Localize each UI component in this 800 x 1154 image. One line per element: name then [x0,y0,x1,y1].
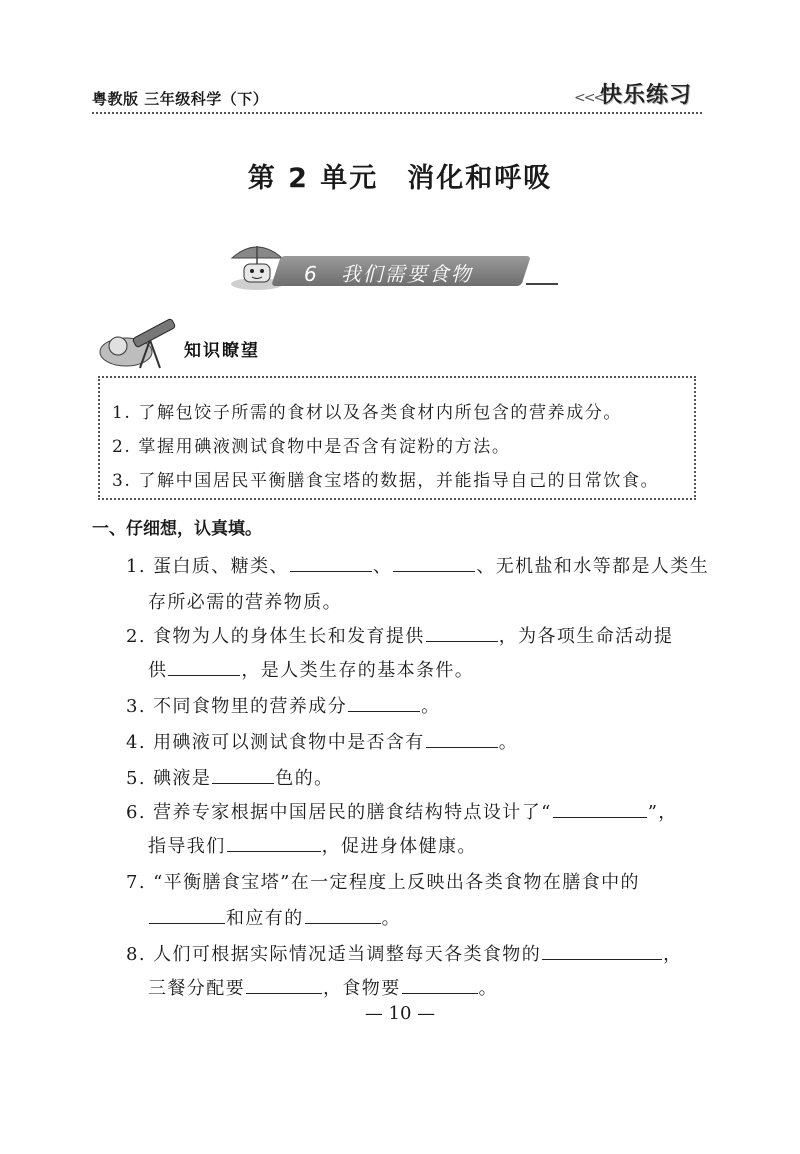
answer-blank[interactable] [305,905,381,924]
knowledge-header [96,306,296,370]
question-2-cont: 供 ，是人类生存的基本条件。 [148,656,474,682]
answer-blank[interactable] [290,553,372,572]
question-5: 5. 碘液是 色的。 [126,764,334,790]
lesson-name: 我们需要食物 [340,262,473,286]
lesson-banner [226,236,566,292]
answer-blank[interactable] [149,905,225,924]
page-header [92,72,702,116]
answer-blank[interactable] [402,975,478,994]
unit-title: 第 2 单元 消化和呼吸 [247,163,553,194]
question-6-cont: 指导我们 ，促进身体健康。 [148,832,477,858]
question-2: 2. 食物为人的身体生长和发育提供 ，为各项生命活动提 [126,622,673,648]
header-divider [92,112,702,114]
series-title: 快乐练习 [600,83,693,108]
knowledge-label: 知识瞭望 [184,341,260,361]
page-number: — 10 — [364,1003,436,1024]
question-1-cont: 存所必需的营养物质。 [148,592,342,613]
question-8-cont: 三餐分配要 ，食物要 。 [148,974,498,1000]
book-title: 粤教版 三年级科学（下） [92,90,269,108]
answer-blank[interactable] [426,623,498,642]
answer-blank[interactable] [212,765,274,784]
goal-item: 3. 了解中国居民平衡膳食宝塔的数据，并能指导自己的日常饮食。 [112,471,660,491]
question-6: 6. 营养专家根据中国居民的膳食结构特点设计了“ ”， [126,798,678,824]
answer-blank[interactable] [553,799,647,818]
learning-goals-box [98,376,696,500]
answer-blank[interactable] [426,729,498,748]
lesson-title [304,258,473,287]
telescope-icon [96,306,186,370]
goal-item: 2. 掌握用碘液测试食物中是否含有淀粉的方法。 [112,437,511,457]
question-3: 3. 不同食物里的营养成分 。 [126,692,441,718]
question-8: 8. 人们可根据实际情况适当调整每天各类食物的 ， [126,940,683,966]
section-heading: 一、仔细想，认真填。 [92,519,262,539]
answer-blank[interactable] [393,553,475,572]
chevron-icon: <<< [574,90,604,106]
answer-blank[interactable] [542,941,662,960]
answer-blank[interactable] [348,693,420,712]
question-4: 4. 用碘液可以测试食物中是否含有 。 [126,728,518,754]
answer-blank[interactable] [227,833,321,852]
answer-blank[interactable] [246,975,322,994]
lesson-bar-tail [526,283,558,285]
question-1: 1. 蛋白质、糖类、 、 、无机盐和水等都是人类生 [126,552,709,578]
lesson-number: 6 [304,262,319,286]
goal-item: 1. 了解包饺子所需的食材以及各类食材内所包含的营养成分。 [112,403,623,423]
question-7: 7. “平衡膳食宝塔”在一定程度上反映出各类食物在膳食中的 [126,872,640,893]
answer-blank[interactable] [168,657,240,676]
question-7-cont: 和应有的 。 [148,904,401,930]
